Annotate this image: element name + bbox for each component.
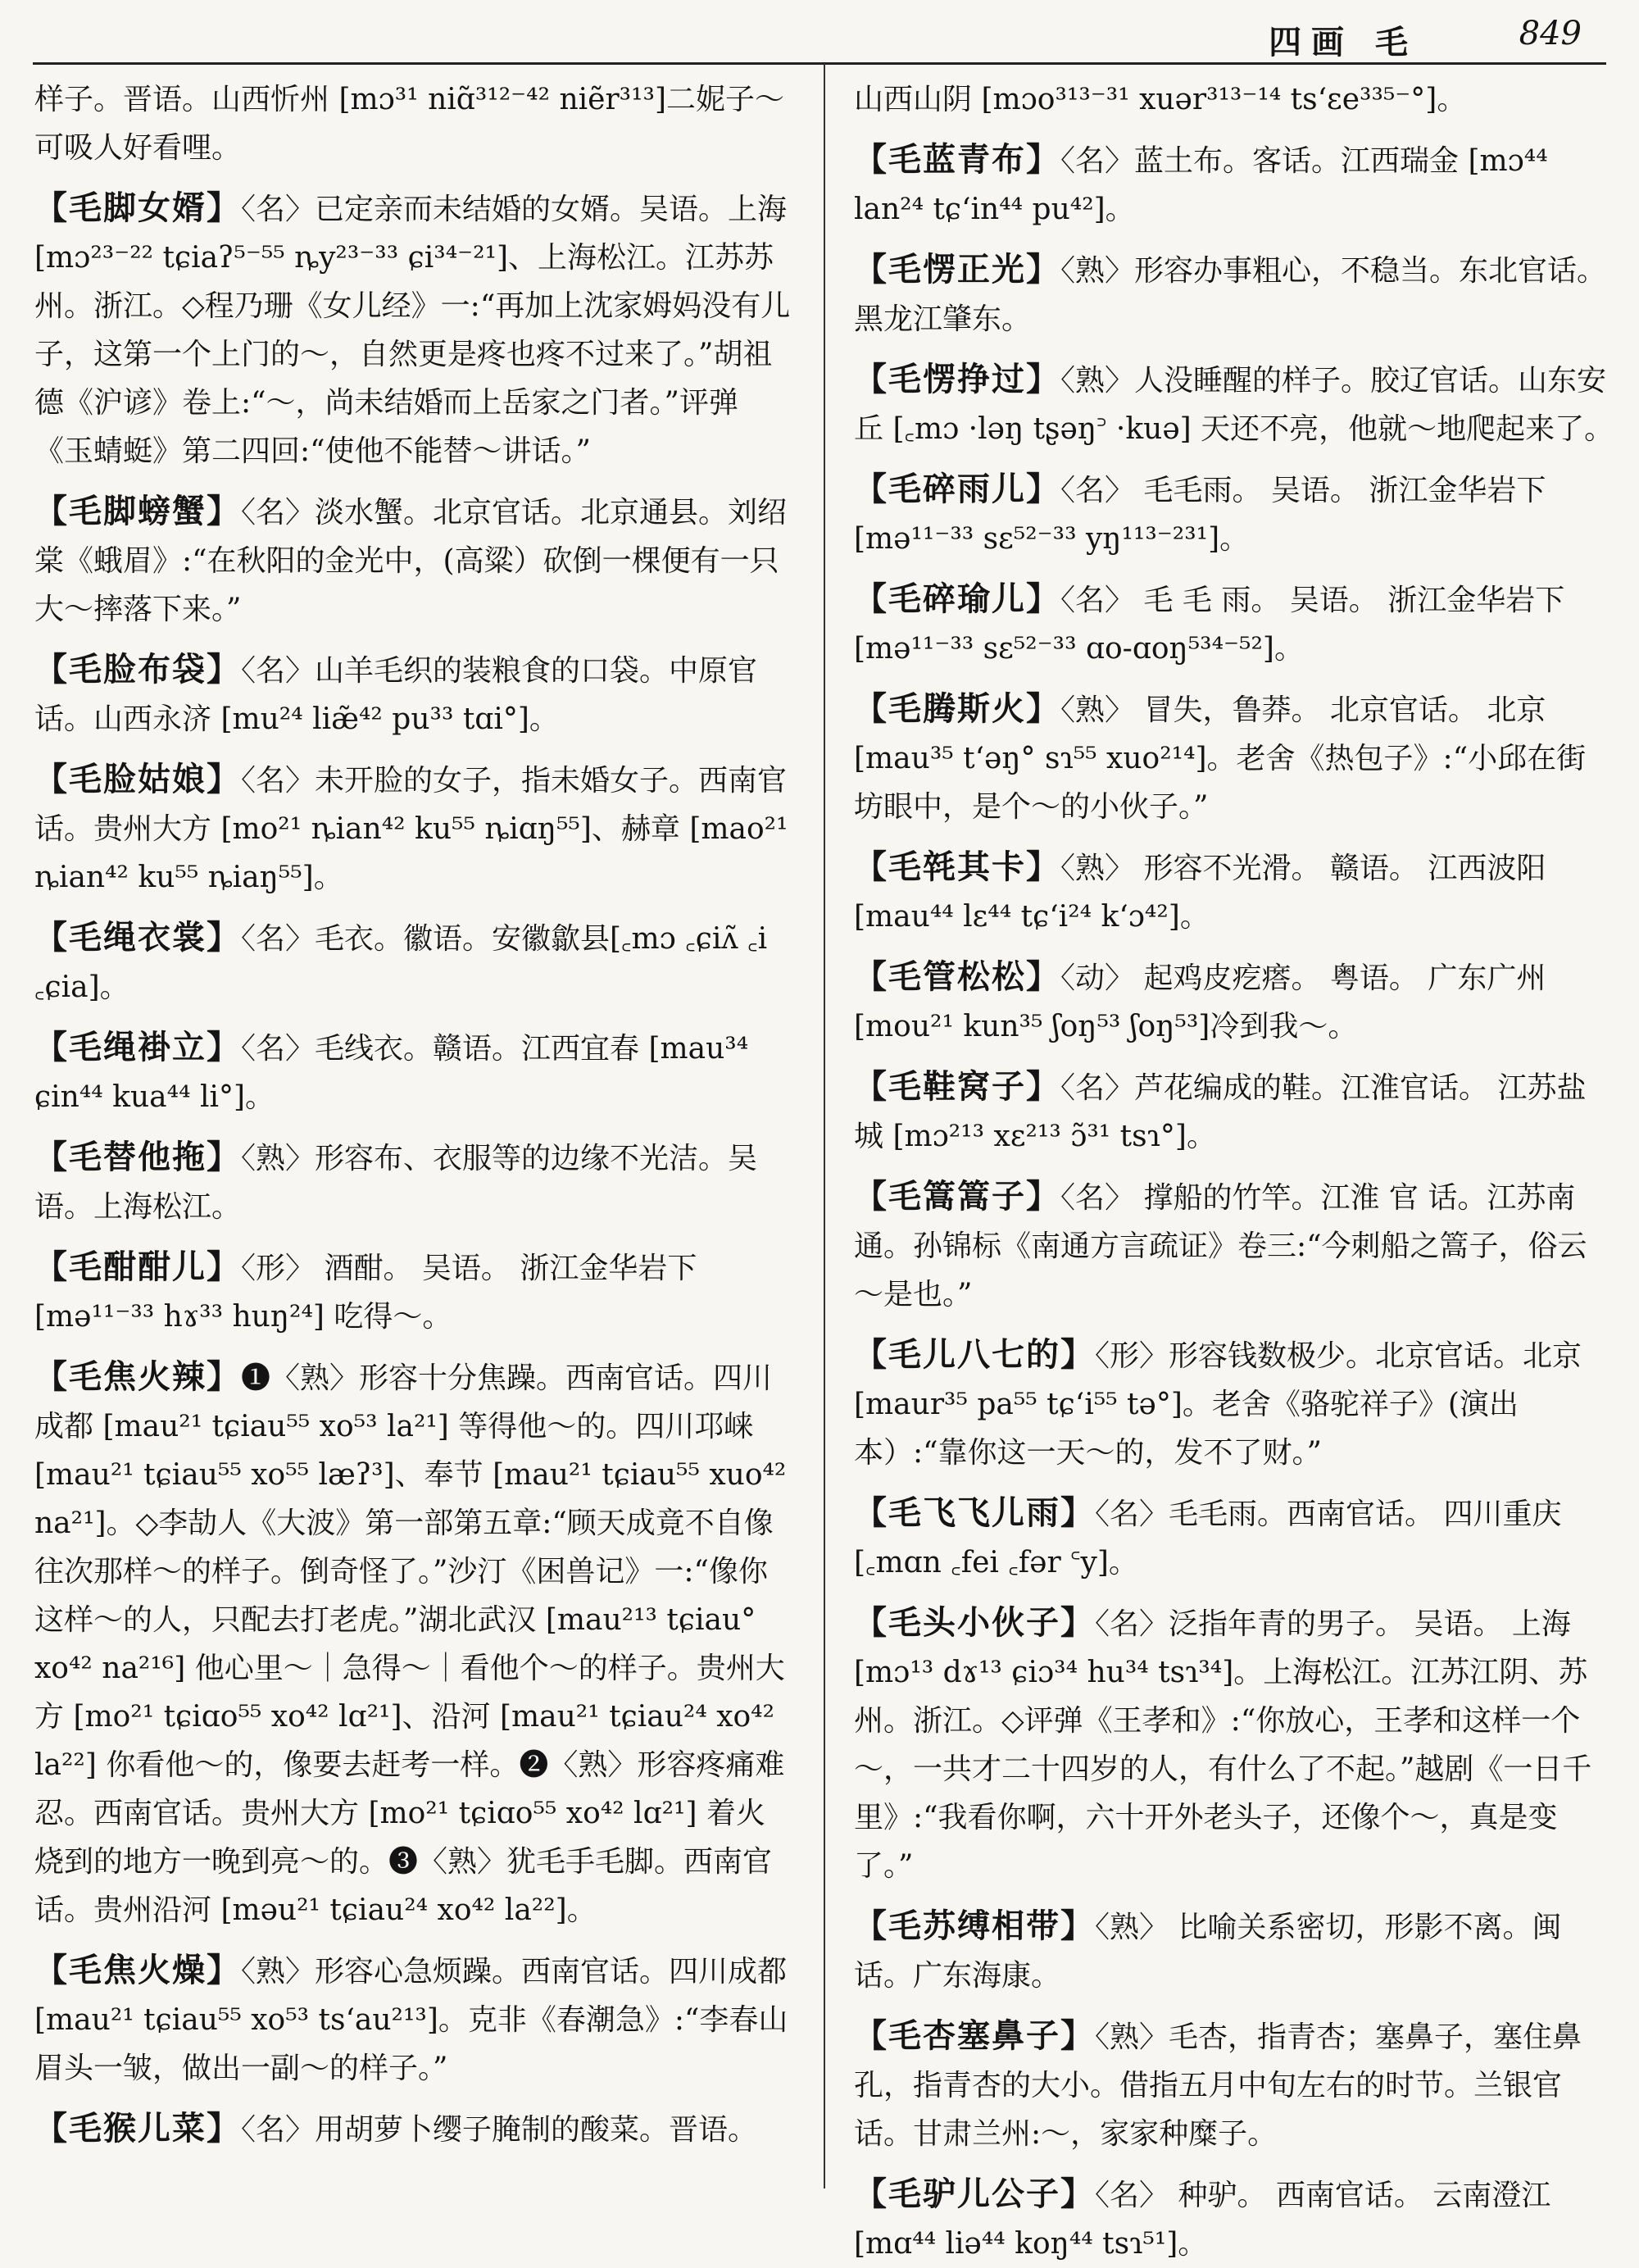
dictionary-entry	[854, 684, 1614, 831]
entry-definition: 〈名〉 种驴。 西南官话。 云南澄江 [mɑ⁴⁴ liə⁴⁴ koŋ⁴⁴ tsɿ⁵¹]。	[854, 2179, 1551, 2261]
entry-definition: 〈形〉形容钱数极少。北京官话。北京 [maur³⁵ pa⁵⁵ tɕʻi⁵⁵ tə°]。老舍《骆驼祥子》(演出本）:“靠你这一天～的，发不了财。”	[854, 1339, 1582, 1470]
dictionary-entry	[34, 1243, 792, 1341]
entry-definition: ❶〈熟〉形容十分焦躁。西南官话。四川成都 [mau²¹ tɕiau⁵⁵ xo⁵³ la²¹] 等得他～的。四川邛崃 [mau²¹ tɕiau⁵⁵ xo⁵⁵ læʔ³]、奉节 [mau²¹ tɕiau⁵⁵ xuo⁴² na²¹]。◇李劼人《大波》第一部第五章:“顾天成竟不自像往次那样～的样子。倒奇怪了。”沙汀《困兽记》一:“像你这样～的人，只配去打老虎。”湖北武汉 [mau²¹³ tɕiau° xo⁴² na²¹⁶] 他心里～｜急得～｜看他个～的样子。贵州大方 [mo²¹ tɕiɑo⁵⁵ xo⁴² lɑ²¹]、沿河 [mau²¹ tɕiau²⁴ xo⁴² la²²] 你看他～的，像要去赶考一样。❷〈熟〉形容疼痛难忍。西南官话。贵州大方 [mo²¹ tɕiɑo⁵⁵ xo⁴² lɑ²¹] 着火烧到的地方一晚到亮～的。❸〈熟〉犹毛手毛脚。西南官话。贵州沿河 [məu²¹ tɕiau²⁴ xo⁴² la²²]。	[34, 1361, 787, 1927]
right-column	[854, 75, 1614, 2261]
entry-headword: 【毛愣挣过】	[854, 360, 1060, 398]
dictionary-entry	[854, 2170, 1614, 2268]
entry-definition: 〈名〉毛衣。徽语。安徽歙县[꜀mɔ ꜀ɕiʌ̃ ꜀i ꜀ɕia]。	[34, 922, 768, 1004]
entry-headword: 【毛驴儿公子】	[854, 2175, 1095, 2213]
dictionary-entry	[854, 1902, 1614, 2000]
entry-headword: 【毛篙篙子】	[854, 1177, 1060, 1216]
dictionary-entry	[854, 2011, 1614, 2158]
entry-definition: 〈名〉未开脸的女子，指未婚女子。西南官话。贵州大方 [mo²¹ ȵian⁴² ku⁵⁵ ȵiɑŋ⁵⁵]、赫章 [mao²¹ ȵian⁴² ku⁵⁵ ȵiaŋ⁵⁵]。	[34, 764, 788, 894]
dictionary-entry	[854, 843, 1614, 941]
entry-headword: 【毛鞋窝子】	[854, 1067, 1060, 1106]
entry-definition: 〈熟〉 比喻关系密切，形影不离。闽话。广东海康。	[854, 1911, 1562, 1993]
dictionary-entry	[854, 952, 1614, 1051]
entry-definition: 〈名〉蓝土布。客话。江西瑞金 [mɔ⁴⁴ lan²⁴ tɕʻin⁴⁴ pu⁴²]。	[854, 144, 1548, 226]
entry-definition: 〈熟〉形容办事粗心，不稳当。东北官话。黑龙江肇东。	[854, 254, 1607, 336]
entry-definition: 〈名〉 毛毛雨。 吴语。 浙江金华岩下 [mə¹¹⁻³³ sɛ⁵²⁻³³ yŋ¹¹³⁻²³¹]。	[854, 474, 1546, 556]
dictionary-entry	[854, 245, 1614, 343]
entry-definition: 〈熟〉形容心急烦躁。西南官话。四川成都[mau²¹ tɕiau⁵⁵ xo⁵³ tsʻau²¹³]。克非《春潮急》:“李春山眉头一皱，做出一副～的样子。”	[34, 1955, 788, 2085]
entry-definition: 〈名〉已定亲而未结婚的女婿。吴语。上海[mɔ²³⁻²² tɕiaʔ⁵⁻⁵⁵ ȵy²³⁻³³ ɕi³⁴⁻²¹]、上海松江。江苏苏州。浙江。◇程乃珊《女儿经》一:“再加上沈家姆妈没有儿子，这第一个上门的～，自然更是疼也疼不过来了。”胡祖德《沪谚》卷上:“～，尚未结婚而上岳家之门者。”评弹《玉蜻蜓》第二四回:“使他不能替～讲话。”	[34, 193, 791, 468]
entry-definition: 〈名〉芦花编成的鞋。江淮官话。 江苏盐城 [mɔ²¹³ xɛ²¹³ ɔ̃³¹ tsɿ°]。	[854, 1071, 1587, 1153]
entry-headword: 【毛脸姑娘】	[34, 760, 241, 798]
entry-definition: 样子。晋语。山西忻州 [mɔ³¹ niɑ̃³¹²⁻⁴² niẽr³¹³]二妮子～可吸人好看哩。	[34, 83, 784, 165]
entry-definition: 〈名〉 毛 毛 雨。 吴语。 浙江金华岩下 [mə¹¹⁻³³ sɛ⁵²⁻³³ ɑo-ɑoŋ⁵³⁴⁻⁵²]。	[854, 584, 1565, 666]
dictionary-entry	[34, 184, 792, 475]
entry-headword: 【毛蓝青布】	[854, 140, 1060, 179]
dictionary-entry	[854, 135, 1614, 234]
entry-definition: 〈动〉 起鸡皮疙瘩。 粤语。 广东广州 [mou²¹ kun³⁵ ʃoŋ⁵³ ʃoŋ⁵³]冷到我～。	[854, 961, 1546, 1043]
entry-headword: 【毛脚女婿】	[34, 189, 241, 227]
entry-headword: 【毛替他拖】	[34, 1138, 241, 1176]
entry-headword: 【毛管松松】	[854, 957, 1060, 996]
dictionary-entry	[854, 1330, 1614, 1477]
dictionary-entry	[34, 913, 792, 1011]
dictionary-entry	[854, 1489, 1614, 1587]
entry-definition: 〈熟〉毛杏，指青杏；塞鼻子，塞住鼻孔，指青杏的大小。借指五月中旬左右的时节。兰银官话。甘肃兰州:～，家家种糜子。	[854, 2020, 1582, 2151]
entry-headword: 【毛头小伙子】	[854, 1603, 1095, 1642]
section-title: 四画 毛	[1269, 23, 1418, 61]
dictionary-entry	[854, 1598, 1614, 1890]
entry-headword: 【毛绳褂立】	[34, 1028, 241, 1066]
dictionary-entry	[34, 2104, 792, 2154]
entry-definition: 〈熟〉 形容不光滑。 赣语。 江西波阳 [mau⁴⁴ lɛ⁴⁴ tɕʻi²⁴ kʻɔ⁴²]。	[854, 852, 1546, 934]
entry-definition: 〈名〉毛毛雨。西南官话。 四川重庆 [꜀mɑn ꜀fei ꜀fər ꜂y]。	[854, 1498, 1562, 1579]
entry-definition: 〈名〉淡水蟹。北京官话。北京通县。刘绍棠《蛾眉》:“在秋阳的金光中，(高粱）砍倒一棵便有一只大～摔落下来。”	[34, 496, 788, 626]
entry-headword: 【毛焦火辣】	[34, 1357, 241, 1396]
dictionary-entry	[854, 1172, 1614, 1319]
dictionary-entry	[34, 1946, 792, 2093]
entry-definition: 山西山阴 [mɔo³¹³⁻³¹ xuər³¹³⁻¹⁴ tsʻɛe³³⁵⁻°]。	[854, 83, 1467, 116]
entry-definition: 〈熟〉人没睡醒的样子。胶辽官话。山东安丘 [꜀mɔ ·ləŋ tʂəŋ꜄ ·kuə] 天还不亮，他就～地爬起来了。	[854, 364, 1614, 446]
dictionary-entry	[34, 1352, 792, 1934]
entry-headword: 【毛猴儿菜】	[34, 2109, 241, 2148]
entry-headword: 【毛脸布袋】	[34, 650, 241, 689]
dictionary-entry	[34, 1023, 792, 1121]
dictionary-entry	[34, 755, 792, 902]
dictionary-entry	[34, 487, 792, 634]
entry-headword: 【毛愣正光】	[854, 250, 1060, 289]
entry-definition: 〈名〉山羊毛织的装粮食的口袋。中原官话。山西永济 [mu²⁴ liæ̃⁴² pu³³ tɑi°]。	[34, 654, 758, 736]
entry-headword: 【毛杏塞鼻子】	[854, 2016, 1095, 2055]
entry-definition: 〈名〉毛线衣。赣语。江西宜春 [mau³⁴ ɕin⁴⁴ kua⁴⁴ li°]。	[34, 1032, 749, 1114]
page-header	[33, 11, 1606, 65]
dictionary-entry	[34, 1133, 792, 1231]
entry-definition: 〈名〉用胡萝卜缨子腌制的酸菜。晋语。	[241, 2113, 758, 2147]
left-column	[34, 75, 792, 2197]
page-number: 849	[1519, 15, 1582, 52]
entry-definition: 〈形〉 酒酣。 吴语。 浙江金华岩下 [mə¹¹⁻³³ hɤ³³ huŋ²⁴] 吃得～。	[34, 1252, 697, 1334]
dictionary-entry	[854, 355, 1614, 453]
dictionary-entry	[34, 75, 792, 172]
entry-headword: 【毛绳衣裳】	[34, 918, 241, 957]
entry-headword: 【毛苏缚相带】	[854, 1907, 1095, 1945]
entry-headword: 【毛腾斯火】	[854, 689, 1060, 728]
entry-headword: 【毛碎雨儿】	[854, 470, 1060, 508]
entry-definition: 〈名〉 撑船的竹竿。江淮 官 话。江苏南通。孙锦标《南通方言疏证》卷三:“今刺船之篙子，俗云～是也。”	[854, 1181, 1587, 1311]
dictionary-entry	[854, 75, 1614, 124]
entry-definition: 〈熟〉形容布、衣服等的边缘不光洁。吴语。上海松江。	[34, 1142, 758, 1224]
entry-headword: 【毛碎瑜儿】	[854, 579, 1060, 618]
entry-headword: 【毛焦火燥】	[34, 1951, 241, 1989]
entry-definition: 〈熟〉 冒失，鲁莽。 北京官话。 北京 [mau³⁵ tʻəŋ° sɿ⁵⁵ xuo²¹⁴]。老舍《热包子》:“小邱在街坊眼中，是个～的小伙子。”	[854, 693, 1587, 824]
entry-headword: 【毛飞飞儿雨】	[854, 1493, 1095, 1532]
entry-headword: 【毛儿八七的】	[854, 1335, 1095, 1374]
dictionary-entry	[34, 645, 792, 743]
entry-headword: 【毛㲞其卡】	[854, 848, 1060, 886]
dictionary-entry	[854, 465, 1614, 563]
dictionary-entry	[854, 575, 1614, 673]
dictionary-entry	[854, 1062, 1614, 1161]
column-divider	[824, 64, 825, 2188]
entry-headword: 【毛脚螃蟹】	[34, 492, 241, 530]
entry-headword: 【毛酣酣儿】	[34, 1248, 241, 1286]
entry-definition: 〈名〉泛指年青的男子。 吴语。 上海 [mɔ¹³ dɤ¹³ ɕiɔ³⁴ hu³⁴ tsɿ³⁴]。上海松江。江苏江阴、苏州。浙江。◇评弹《王孝和》:“你放心，王孝和这样一个～，一共才二十四岁的人，有什么了不起。”越剧《一日千里》:“我看你啊，六十开外老头子，还像个～，真是变了。”	[854, 1607, 1592, 1883]
